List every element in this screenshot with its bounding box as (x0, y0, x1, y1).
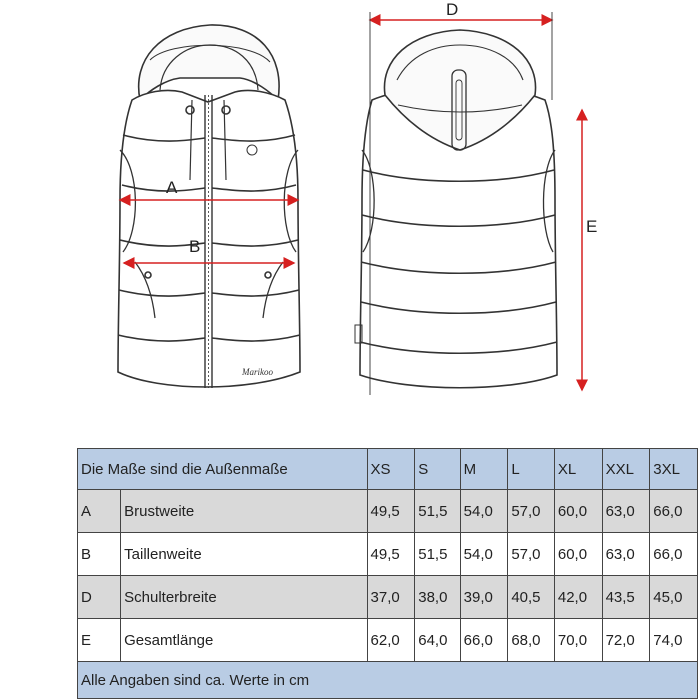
row-label: Taillenweite (121, 533, 367, 576)
row-code: B (78, 533, 121, 576)
table-cell: 54,0 (460, 490, 508, 533)
table-row (78, 490, 698, 533)
table-cell: 51,5 (415, 490, 460, 533)
table-row (78, 619, 698, 662)
table-footer-row (78, 662, 698, 699)
label-d: D (446, 0, 459, 19)
brand-script-text: Marikoo (242, 367, 273, 377)
table-cell: 49,5 (367, 490, 415, 533)
table-cell: 57,0 (508, 533, 555, 576)
table-cell: 66,0 (650, 533, 698, 576)
table-cell: 54,0 (460, 533, 508, 576)
size-xs-header: XS (367, 449, 415, 490)
row-label: Gesamtlänge (121, 619, 367, 662)
table-cell: 37,0 (367, 576, 415, 619)
table-cell: 49,5 (367, 533, 415, 576)
table-cell: 63,0 (602, 533, 650, 576)
table-row (78, 533, 698, 576)
table-cell: 60,0 (554, 490, 602, 533)
table-cell: 66,0 (650, 490, 698, 533)
size-3xl-header: 3XL (650, 449, 698, 490)
table-cell: 62,0 (367, 619, 415, 662)
table-header-title: Die Maße sind die Außenmaße (78, 449, 368, 490)
size-xl-header: XL (554, 449, 602, 490)
table-cell: 45,0 (650, 576, 698, 619)
table-header-row (78, 449, 698, 490)
label-a: A (166, 178, 178, 197)
size-l-header: L (508, 449, 555, 490)
table-cell: 57,0 (508, 490, 555, 533)
table-cell: 63,0 (602, 490, 650, 533)
table-row (78, 576, 698, 619)
size-m-header: M (460, 449, 508, 490)
table-cell: 43,5 (602, 576, 650, 619)
table-cell: 38,0 (415, 576, 460, 619)
label-e: E (586, 217, 598, 236)
size-xxl-header: XXL (602, 449, 650, 490)
table-cell: 51,5 (415, 533, 460, 576)
table-cell: 70,0 (554, 619, 602, 662)
vest-front-drawing (118, 25, 300, 388)
size-chart-table (77, 448, 698, 699)
table-cell: 64,0 (415, 619, 460, 662)
table-cell: 74,0 (650, 619, 698, 662)
table-cell: 66,0 (460, 619, 508, 662)
row-code: A (78, 490, 121, 533)
table-cell: 60,0 (554, 533, 602, 576)
table-cell: 72,0 (602, 619, 650, 662)
vest-back-drawing (355, 30, 557, 388)
row-label: Schulterbreite (121, 576, 367, 619)
table-footer-note: Alle Angaben sind ca. Werte in cm (78, 662, 698, 699)
label-b: B (189, 237, 201, 256)
row-code: D (78, 576, 121, 619)
row-code: E (78, 619, 121, 662)
size-s-header: S (415, 449, 460, 490)
row-label: Brustweite (121, 490, 367, 533)
table-cell: 42,0 (554, 576, 602, 619)
table-cell: 39,0 (460, 576, 508, 619)
table-cell: 40,5 (508, 576, 555, 619)
table-cell: 68,0 (508, 619, 555, 662)
